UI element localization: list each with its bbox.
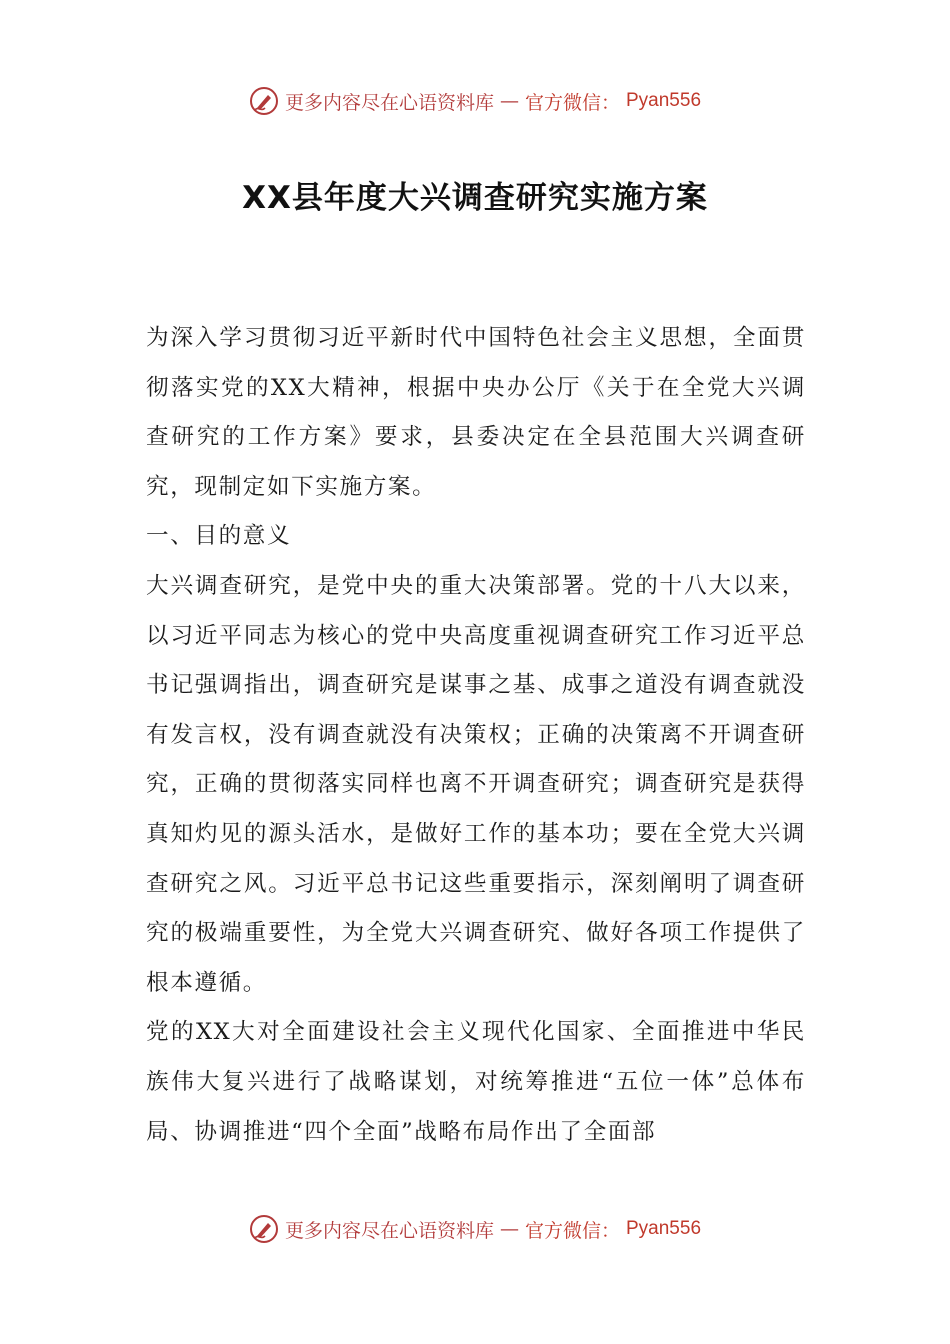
watermark-brand-text: 更多内容尽在心语资料库: [284, 1219, 494, 1242]
watermark-brand-text: 更多内容尽在心语资料库: [284, 91, 494, 114]
footer-watermark: [0, 1214, 950, 1244]
pen-nib-logo-icon: [249, 1214, 279, 1244]
paragraph-xx-congress: 党的XX大对全面建设社会主义现代化国家、全面推进中华民族伟大复兴进行了战略谋划，对统筹推进“五位一体”总体布局、协调推进“四个全面”战略布局作出了全面部: [146, 1019, 806, 1145]
watermark-label: 官方微信：: [524, 1219, 620, 1242]
section-heading: 一、目的意义: [146, 523, 292, 550]
watermark-separator: —: [499, 90, 519, 112]
paragraph-significance: 大兴调查研究，是党中央的重大决策部署。党的十八大以来，以习近平同志为核心的党中央高度重视调查研究工作习近平总书记强调指出，调查研究是谋事之基、成事之道没有调查就没有发言权，没有调查就没有决策权；正确的决策离不开调查研究，正确的贯彻落实同样也离不开调查研究；调查研究是获得真知灼见的源头活水，是做好工作的基本功；要在全党大兴调查研究之风。习近平总书记这些重要指示，深刻阐明了调查研究的极端重要性，为全党大兴调查研究、做好各项工作提供了根本遵循。: [146, 572, 806, 996]
pen-nib-logo-icon: [249, 86, 279, 116]
document-body: [146, 314, 806, 1157]
watermark-wechat-id: Pyan556: [626, 1218, 702, 1239]
header-watermark: [0, 86, 950, 116]
paragraph-intro: 为深入学习贯彻习近平新时代中国特色社会主义思想，全面贯彻落实党的XX大精神，根据中央办公厅《关于在全党大兴调查研究的工作方案》要求，县委决定在全县范围大兴调查研究，现制定如下实施方案。: [146, 325, 806, 500]
watermark-wechat-id: Pyan556: [626, 90, 702, 111]
watermark-label: 官方微信：: [524, 91, 620, 114]
document-title: XX县年度大兴调查研究实施方案: [242, 180, 708, 216]
watermark-separator: —: [499, 1218, 519, 1240]
